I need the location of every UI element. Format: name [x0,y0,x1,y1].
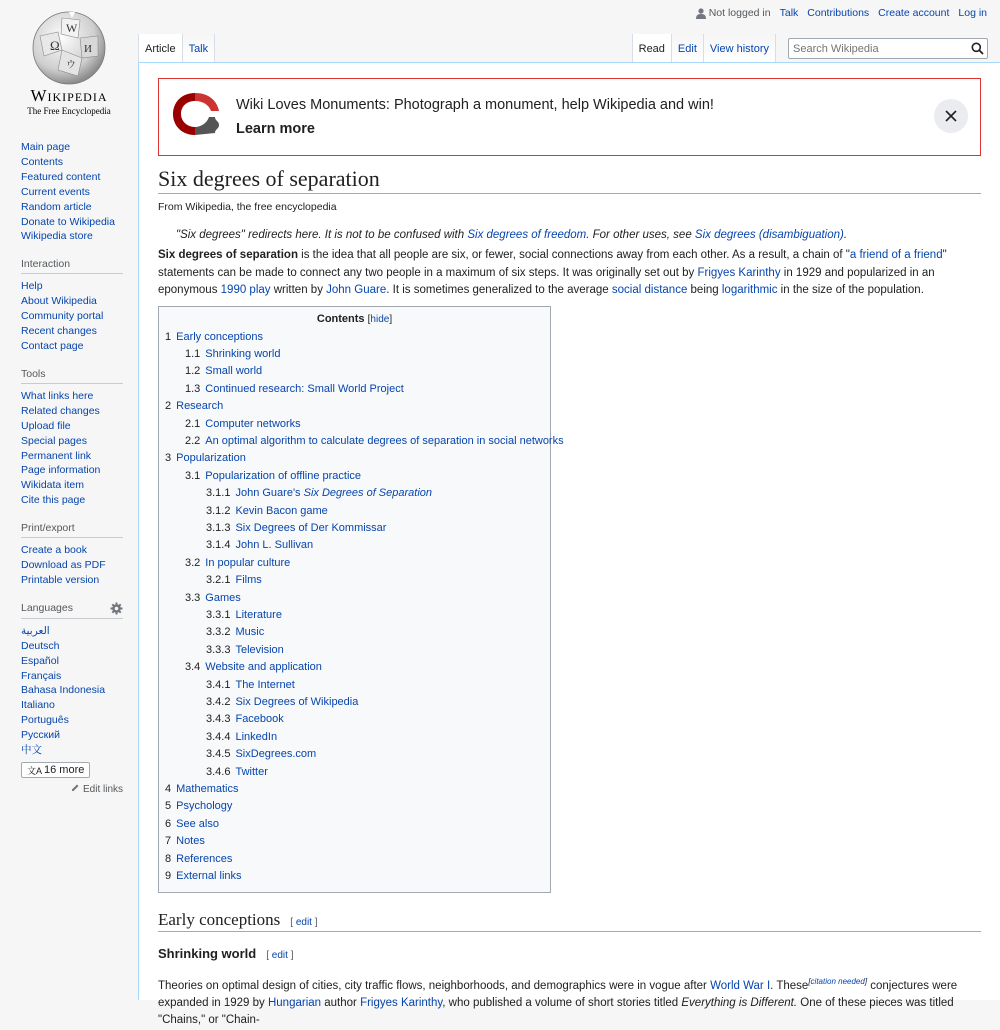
namespace-tabs [138,34,215,63]
toc-item[interactable]: 3.2.1 Films [206,574,262,587]
toc-item[interactable]: 7 Notes [165,835,205,848]
toc-item-link[interactable]: Music [235,626,265,639]
sidebar-item-store[interactable]: Wikipedia store [21,230,93,243]
hatnote: "Six degrees" redirects here. It is not to be confused with Six degrees of freedom. For other uses, see Six degrees (disambiguation). [176,229,848,241]
section-heading-early-conceptions: Early conceptions [ edit ] [158,910,981,932]
toc-item[interactable]: 3.1.2 Kevin Bacon game [206,504,328,517]
sidebar-lang-italian[interactable]: Italiano [21,699,55,712]
toc-item[interactable]: 3.4.5 SixDegrees.com [206,748,317,761]
page-title: Six degrees of separation [158,166,981,194]
toc-item[interactable]: 1 Early conceptions [165,330,263,343]
sidebar-item-cite-this-page[interactable]: Cite this page [21,494,86,507]
sidebar-item-community-portal[interactable]: Community portal [21,310,104,323]
toc-item[interactable]: 2.2 An optimal algorithm to calculate degrees of separation in social networks [185,434,564,447]
tab-talk[interactable]: Talk [183,34,216,63]
toc-item-link[interactable]: References [176,852,233,865]
view-tabs [632,34,988,63]
sidebar-item-download-pdf[interactable]: Download as PDF [21,559,106,572]
toc-item-link[interactable]: Six Degrees of Wikipedia [235,696,359,709]
toc-item-link[interactable]: Research [176,400,224,413]
content [138,62,1000,1027]
toc-item[interactable]: 1.2 Small world [185,365,263,378]
toc-item[interactable]: 3 Popularization [165,452,246,465]
wikipedia-wordmark: Wikipedia [30,86,108,105]
section-heading-shrinking-world: Shrinking world [ edit ] [158,945,294,961]
sidebar-item-contents[interactable]: Contents [21,155,64,168]
sidebar-heading-interaction: Interaction [21,258,123,274]
sidebar [0,140,138,803]
toc-item-link[interactable]: John Guare's Six Degrees of Separation [235,487,433,500]
toc-item[interactable]: 4 Mathematics [165,783,239,796]
toc-item[interactable]: 6 See also [165,817,219,830]
tab-read[interactable]: Read [632,34,672,63]
svg-text:Ω: Ω [50,38,60,53]
personal-tools [696,7,987,19]
toc-item[interactable]: 9 External links [165,870,242,883]
toc-item-link[interactable]: Continued research: Small World Project [205,382,404,395]
sidebar-lang-portuguese[interactable]: Português [21,714,69,727]
link-social-distance[interactable]: social distance [611,284,688,296]
create-account-link[interactable]: Create account [878,7,950,19]
wiki-loves-monuments-banner[interactable] [158,78,981,156]
sidebar-item-help[interactable]: Help [21,280,43,293]
toc-item[interactable]: 5 Psychology [165,800,233,813]
sidebar-lang-chinese[interactable]: 中文 [21,744,42,757]
sidebar-tools [21,368,123,508]
toc-item-link[interactable]: External links [176,870,242,883]
sidebar-languages [21,602,123,795]
toc-item[interactable]: 2 Research [165,400,224,413]
toc-item-link[interactable]: An optimal algorithm to calculate degrees of separation in social networks [205,434,564,447]
toc-item-link[interactable]: Literature [235,609,282,621]
sidebar-lang-spanish[interactable]: Español [21,654,59,667]
toc-item-link[interactable]: See also [176,817,219,830]
toc-item-link[interactable]: Mathematics [176,783,239,796]
toc-item-link[interactable]: Facebook [235,713,284,726]
toc-item-link[interactable]: Popularization of offline practice [205,469,362,482]
wikipedia-tagline: The Free Encyclopedia [27,106,111,116]
sidebar-lang-russian[interactable]: Русский [21,729,60,742]
sidebar-lang-indonesian[interactable]: Bahasa Indonesia [21,684,106,697]
toc-item[interactable]: 3.3.3 Television [206,643,284,656]
user-icon [696,8,706,19]
toc-item[interactable]: 3.3 Games [185,591,241,604]
sidebar-item-related-changes[interactable]: Related changes [21,404,100,417]
toc-item[interactable]: 3.4.6 Twitter [206,765,268,778]
toc-hide-toggle[interactable]: hide [370,313,390,325]
wikipedia-logo[interactable] [18,8,120,128]
sidebar-heading-languages: Languages [21,602,123,619]
toc-item-link[interactable]: Computer networks [205,417,301,430]
toc-item-link[interactable]: LinkedIn [235,730,278,743]
toc-title: Contents [hide] [316,312,393,325]
search-icon[interactable] [971,42,984,58]
sidebar-item-random-article[interactable]: Random article [21,200,92,213]
sidebar-item-what-links-here[interactable]: What links here [21,389,94,402]
gear-icon[interactable] [110,602,123,615]
tab-view-history[interactable]: View history [704,34,776,63]
sidebar-lang-german[interactable]: Deutsch [21,639,60,652]
toc-item[interactable]: 2.1 Computer networks [185,417,301,430]
toc-item-link[interactable]: Twitter [235,765,268,778]
sidebar-item-donate[interactable]: Donate to Wikipedia [21,215,115,228]
sidebar-item-create-book[interactable]: Create a book [21,544,87,557]
toc-item-link[interactable]: John L. Sullivan [235,539,314,552]
toc-item-link[interactable]: Six Degrees of Der Kommissar [235,521,387,534]
sidebar-item-wikidata-item[interactable]: Wikidata item [21,479,85,492]
wikipedia-globe-icon [28,8,110,86]
shrinking-world-paragraph: Theories on optimal design of cities, city traffic flows, neighborhoods, and demographics were in vogue after World War I. These[citation needed] conjectures were expanded in 1929 by Hungarian author Frigyes Karinthy, who published a volume of short stories titled Everything is Different. One of these pieces was titled "Chains," or "Chain- [158,976,958,1027]
toc-item-link[interactable]: Small world [205,365,263,378]
toc-item-link[interactable]: Shrinking world [205,347,281,360]
hatnote-link-disambiguation[interactable]: Six degrees (disambiguation) [694,229,844,241]
toc-item-link[interactable]: Films [235,574,262,587]
link-hungarian[interactable]: Hungarian [267,996,322,1009]
search-box [788,38,988,59]
sidebar-heading-tools: Tools [21,368,123,384]
tab-edit[interactable]: Edit [672,34,704,63]
sidebar-item-permanent-link[interactable]: Permanent link [21,449,92,462]
toc-item[interactable]: 8 References [165,852,233,865]
contributions-link[interactable]: Contributions [807,7,870,19]
sidebar-navigation [21,140,123,244]
sidebar-lang-arabic[interactable]: العربية [21,624,50,637]
citation-needed-link[interactable]: citation needed [810,976,865,986]
not-logged-in: Not logged in [696,7,771,19]
svg-text:ウ: ウ [66,60,76,71]
toc-item-link[interactable]: Popularization [176,452,246,465]
banner-close-button[interactable] [934,99,968,133]
toc-item[interactable]: 3.1 Popularization of offline practice [185,469,362,482]
toc-item[interactable]: 3.4.1 The Internet [206,678,295,691]
svg-text:W: W [66,21,78,35]
toc-item-link[interactable]: Television [235,643,284,656]
toc-item[interactable]: 3.4.2 Six Degrees of Wikipedia [206,696,359,709]
pencil-icon [71,783,80,792]
sidebar-item-upload-file[interactable]: Upload file [21,419,71,432]
lead-paragraph: Six degrees of separation is the idea that all people are six, or fewer, social connections away from each other. As a result, a chain of "a friend of a friend" statements can be made to connect any two people in a maximum of six steps. It was originally set out by Frigyes Karinthy in 1929 and popularized in an eponymous 1990 play written by John Guare. It is sometimes generalized to the average social distance being logarithmic in the size of the population. [158,249,947,296]
sidebar-item-special-pages[interactable]: Special pages [21,434,87,447]
sidebar-heading-print-export: Print/export [21,522,123,538]
toc-item[interactable]: 3.1.1 John Guare's Six Degrees of Separation [206,487,433,500]
svg-text:И: И [84,43,92,55]
sidebar-item-featured-content[interactable]: Featured content [21,170,101,183]
toc-item-link[interactable]: In popular culture [205,556,291,569]
link-friend-of-a-friend[interactable]: a friend of a friend [849,249,943,261]
link-frigyes-karinthy[interactable]: Frigyes Karinthy [697,266,781,279]
svg-text:文A: 文A [27,765,43,776]
site-subtitle: From Wikipedia, the free encyclopedia [158,201,337,213]
edit-section-shrinking-world[interactable]: edit [271,949,288,961]
toc-item[interactable]: 3.4.4 LinkedIn [206,730,278,743]
toc-item[interactable]: 1.1 Shrinking world [185,347,281,360]
toc-item-link[interactable]: Notes [176,835,205,848]
toc-item[interactable]: 3.1.3 Six Degrees of Der Kommissar [206,521,387,534]
sidebar-item-about[interactable]: About Wikipedia [21,295,97,308]
toc-item-link[interactable]: Early conceptions [176,330,263,343]
sidebar-item-contact-page[interactable]: Contact page [21,339,84,352]
search-input[interactable] [789,39,959,58]
sidebar-item-page-information[interactable]: Page information [21,464,101,477]
link-1990-play[interactable]: 1990 play [220,284,271,296]
link-frigyes-karinthy-2[interactable]: Frigyes Karinthy [360,996,443,1009]
toc-item[interactable]: 3.1.4 John L. Sullivan [206,539,314,552]
toc-item[interactable]: 1.3 Continued research: Small World Project [185,382,404,395]
talk-link[interactable]: Talk [779,7,799,19]
toc-item-link[interactable]: SixDegrees.com [235,748,317,761]
close-icon [945,110,957,122]
toc-list [165,329,564,886]
link-john-guare[interactable]: John Guare [326,284,387,296]
toc-item[interactable]: 3.2 In popular culture [185,556,291,569]
link-world-war-i[interactable]: World War I [710,979,771,992]
sidebar-item-printable-version[interactable]: Printable version [21,573,100,586]
edit-links[interactable]: Edit links [21,783,123,795]
toc-item-link[interactable]: The Internet [235,678,295,691]
tab-article[interactable]: Article [138,34,183,63]
table-of-contents [158,306,564,893]
toc-item[interactable]: 3.4 Website and application [185,661,322,674]
toc-item-link[interactable]: Website and application [205,661,322,674]
edit-section-early-conceptions[interactable]: edit [295,916,312,928]
toc-item[interactable]: 3.3.1 Literature [206,609,282,621]
toc-item[interactable]: 3.3.2 Music [206,626,265,639]
toc-item[interactable]: 3.4.3 Facebook [206,713,284,726]
log-in-link[interactable]: Log in [958,7,987,19]
toc-item-link[interactable]: Games [205,591,241,604]
hatnote-link-six-degrees-of-freedom[interactable]: Six degrees of freedom [467,229,587,241]
sidebar-lang-french[interactable]: Français [21,669,62,682]
more-languages-button[interactable]: 文A 16 more [21,762,90,778]
banner-text: Wiki Loves Monuments: Photograph a monument, help Wikipedia and win! [236,97,714,113]
sidebar-print-export [21,522,123,588]
banner-learn-more[interactable]: Learn more [236,121,315,137]
sidebar-item-recent-changes[interactable]: Recent changes [21,325,97,338]
sidebar-item-main-page[interactable]: Main page [21,141,71,153]
sidebar-interaction [21,258,123,354]
toc-item-link[interactable]: Psychology [176,800,233,813]
translate-icon [27,765,43,776]
link-logarithmic[interactable]: logarithmic [721,284,778,296]
toc-item-link[interactable]: Kevin Bacon game [235,504,328,517]
monument-puzzle-icon [171,91,223,137]
sidebar-item-current-events[interactable]: Current events [21,185,90,198]
